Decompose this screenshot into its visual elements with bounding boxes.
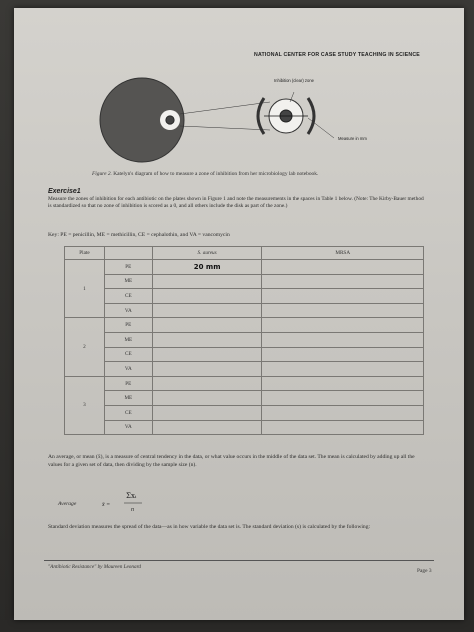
formula-numerator: Σxᵢ bbox=[126, 492, 137, 500]
mean-formula bbox=[102, 486, 162, 520]
s-aureus-cell[interactable] bbox=[152, 420, 262, 435]
inhibition-diagram bbox=[84, 68, 404, 168]
table-row bbox=[65, 376, 424, 391]
antibiotic-disk-large bbox=[166, 116, 174, 124]
table-row bbox=[65, 289, 424, 304]
mrsa-cell[interactable] bbox=[262, 391, 424, 406]
table-row bbox=[65, 347, 424, 362]
page-number: Page 3 bbox=[417, 568, 432, 574]
measure-label: Measure in mm bbox=[338, 136, 367, 141]
s-aureus-cell[interactable] bbox=[152, 347, 262, 362]
s-aureus-cell[interactable] bbox=[152, 391, 262, 406]
mrsa-cell[interactable] bbox=[262, 347, 424, 362]
mrsa-cell[interactable] bbox=[262, 420, 424, 435]
antibiotic-key: Key: PE = penicillin, ME = methicillin, CE = cephalothin, and VA = vancomycin bbox=[48, 232, 230, 238]
antibiotic-cell: VA bbox=[104, 303, 152, 318]
header-mrsa: MRSA bbox=[262, 247, 424, 260]
s-aureus-cell[interactable] bbox=[152, 332, 262, 347]
exercise-heading: Exercise1 bbox=[48, 188, 81, 195]
average-label: Average bbox=[58, 501, 77, 507]
table-row bbox=[65, 405, 424, 420]
header-plate: Plate bbox=[65, 247, 105, 260]
antibiotic-cell: PE bbox=[104, 376, 152, 391]
zoom-line-bottom bbox=[180, 126, 270, 130]
footer-citation: "Antibiotic Resistance" by Maureen Leonard bbox=[48, 564, 142, 570]
antibiotic-cell: CE bbox=[104, 347, 152, 362]
table-row bbox=[65, 420, 424, 435]
antibiotic-cell: ME bbox=[104, 391, 152, 406]
figure-caption bbox=[92, 171, 422, 177]
mrsa-cell[interactable] bbox=[262, 332, 424, 347]
s-aureus-cell[interactable] bbox=[152, 405, 262, 420]
formula-lhs: x̄ = bbox=[102, 502, 111, 508]
average-paragraph: An average, or mean (x̄), is a measure of central tendency in the data, or what value occurs in the middle of the data set. The mean is calculated by adding up all the values for a given set of data, then dividing by the sample size (n). bbox=[48, 454, 415, 468]
table-row bbox=[65, 391, 424, 406]
formula-denominator: n bbox=[131, 507, 134, 513]
table-row bbox=[65, 274, 424, 289]
plate-number: 2 bbox=[65, 318, 105, 376]
s-aureus-cell[interactable] bbox=[152, 303, 262, 318]
antibiotic-cell: ME bbox=[104, 332, 152, 347]
antibiotic-cell: VA bbox=[104, 362, 152, 377]
mrsa-cell[interactable] bbox=[262, 362, 424, 377]
plate-number: 3 bbox=[65, 376, 105, 434]
antibiotic-cell: CE bbox=[104, 405, 152, 420]
stddev-paragraph: Standard deviation measures the spread of the data—as in how variable the data set is. The standard deviation (s) is calculated by the following: bbox=[48, 524, 371, 530]
footer-rule bbox=[44, 560, 434, 561]
zoom-line-top bbox=[180, 102, 270, 114]
header-title: NATIONAL CENTER FOR CASE STUDY TEACHING IN SCIENCE bbox=[254, 52, 420, 58]
mrsa-cell[interactable] bbox=[262, 289, 424, 304]
mrsa-cell[interactable] bbox=[262, 260, 424, 275]
antibiotic-cell: ME bbox=[104, 274, 152, 289]
figure-number: Figure 2. bbox=[92, 171, 112, 177]
antibiotic-cell: VA bbox=[104, 420, 152, 435]
document-page bbox=[14, 8, 464, 620]
zone-label: Inhibition (clear) zone bbox=[273, 78, 315, 83]
s-aureus-cell[interactable] bbox=[152, 289, 262, 304]
mrsa-cell[interactable] bbox=[262, 318, 424, 333]
mrsa-cell[interactable] bbox=[262, 376, 424, 391]
plate-number: 1 bbox=[65, 260, 105, 318]
table-row bbox=[65, 260, 424, 275]
header-s-aureus: S. aureus bbox=[152, 247, 262, 260]
s-aureus-cell[interactable] bbox=[152, 318, 262, 333]
mrsa-cell[interactable] bbox=[262, 405, 424, 420]
exercise-instructions: Measure the zones of inhibition for each antibiotic on the plates shown in Figure 1 and note the measurements in the spaces in Table 1 below. (Note: The Kirby-Bauer method is standardized so that no zone of inhibition is scored as a 0, and all others include the disk as part of the zone.) bbox=[48, 196, 424, 210]
s-aureus-cell[interactable]: 20 mm bbox=[152, 260, 262, 275]
table-row bbox=[65, 318, 424, 333]
table-header-row bbox=[65, 247, 424, 260]
figure-caption-text: Katelyn's diagram of how to measure a zone of inhibition from her microbiology lab notebook. bbox=[113, 171, 319, 177]
table-row bbox=[65, 332, 424, 347]
results-table bbox=[64, 246, 424, 435]
s-aureus-cell[interactable] bbox=[152, 274, 262, 289]
antibiotic-cell: PE bbox=[104, 260, 152, 275]
s-aureus-cell[interactable] bbox=[152, 362, 262, 377]
mrsa-cell[interactable] bbox=[262, 303, 424, 318]
header-antibiotic bbox=[104, 247, 152, 260]
antibiotic-cell: PE bbox=[104, 318, 152, 333]
antibiotic-cell: CE bbox=[104, 289, 152, 304]
table-row bbox=[65, 362, 424, 377]
table-row bbox=[65, 303, 424, 318]
s-aureus-cell[interactable] bbox=[152, 376, 262, 391]
mrsa-cell[interactable] bbox=[262, 274, 424, 289]
